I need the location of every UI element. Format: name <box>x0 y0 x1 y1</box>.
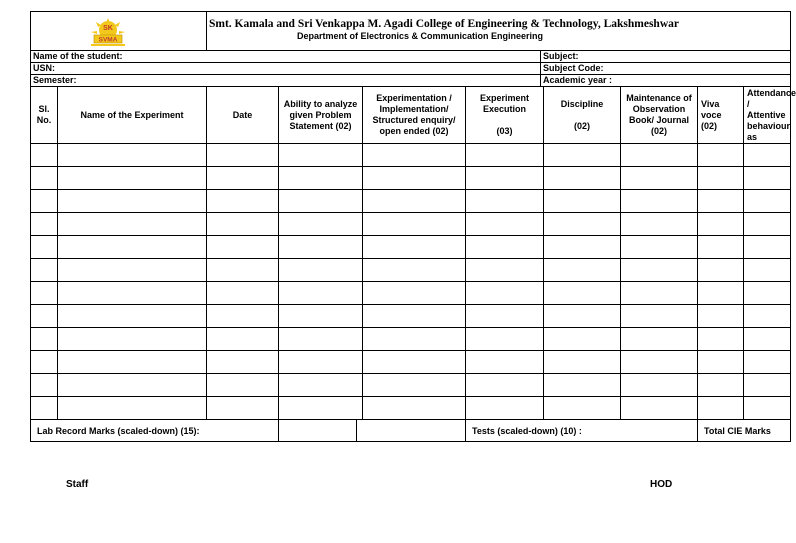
cell-observation[interactable] <box>621 305 698 328</box>
cell-attendance[interactable] <box>744 351 791 374</box>
table-row <box>31 259 791 282</box>
cell-discipline[interactable] <box>544 190 621 213</box>
cell-experiment-name[interactable] <box>58 167 207 190</box>
cell-date[interactable] <box>207 259 279 282</box>
academic-year-label: Academic year : <box>541 75 791 87</box>
cell-attendance[interactable] <box>744 282 791 305</box>
logo-text-top: SK <box>103 25 113 32</box>
cell-execution[interactable] <box>466 397 544 420</box>
table-row <box>31 397 791 420</box>
college-name: Smt. Kamala and Sri Venkappa M. Agadi College of Engineering & Technology, Lakshmeshwar <box>209 18 679 30</box>
cell-observation[interactable] <box>621 213 698 236</box>
cell-experimentation[interactable] <box>363 374 466 397</box>
cell-discipline[interactable] <box>544 397 621 420</box>
tests-label: Tests (scaled-down) (10) : <box>466 420 698 442</box>
cell-observation[interactable] <box>621 167 698 190</box>
cell-experiment-name[interactable] <box>58 190 207 213</box>
cell-execution[interactable] <box>466 167 544 190</box>
cell-viva[interactable] <box>698 167 744 190</box>
cell-viva[interactable] <box>698 351 744 374</box>
cell-experimentation[interactable] <box>363 213 466 236</box>
staff-signature-label: Staff <box>66 479 89 490</box>
cell-experiment-name[interactable] <box>58 259 207 282</box>
lab-assessment-table <box>30 11 796 442</box>
col-attendance: Attendance / Attentive behaviour as <box>744 87 791 144</box>
cell-observation[interactable] <box>621 397 698 420</box>
col-discipline: Discipline (02) <box>544 87 621 144</box>
cell-discipline[interactable] <box>544 236 621 259</box>
cell-sl-no[interactable] <box>31 167 58 190</box>
cell-experimentation[interactable] <box>363 328 466 351</box>
cell-execution[interactable] <box>466 305 544 328</box>
cell-observation[interactable] <box>621 351 698 374</box>
cell-experiment-name[interactable] <box>58 328 207 351</box>
cell-sl-no[interactable] <box>31 190 58 213</box>
cell-date[interactable] <box>207 374 279 397</box>
cell-date[interactable] <box>207 328 279 351</box>
col-sl-no: Sl. No. <box>31 87 58 144</box>
table-row <box>31 236 791 259</box>
cell-attendance[interactable] <box>744 144 791 167</box>
col-execution: Experiment Execution (03) <box>466 87 544 144</box>
cell-viva[interactable] <box>698 282 744 305</box>
cell-discipline[interactable] <box>544 144 621 167</box>
col-date: Date <box>207 87 279 144</box>
cell-observation[interactable] <box>621 282 698 305</box>
cell-sl-no[interactable] <box>31 328 58 351</box>
cell-execution[interactable] <box>466 213 544 236</box>
cell-experiment-name[interactable] <box>58 305 207 328</box>
cell-date[interactable] <box>207 305 279 328</box>
cell-experimentation[interactable] <box>363 167 466 190</box>
cell-sl-no[interactable] <box>31 374 58 397</box>
cell-experiment-name[interactable] <box>58 282 207 305</box>
cell-attendance[interactable] <box>744 236 791 259</box>
cell-experimentation[interactable] <box>363 144 466 167</box>
cell-experimentation[interactable] <box>363 236 466 259</box>
semester-label: Semester: <box>31 75 541 87</box>
usn-label: USN: <box>31 63 541 75</box>
cell-discipline[interactable] <box>544 328 621 351</box>
cell-date[interactable] <box>207 213 279 236</box>
hod-signature-label: HOD <box>650 479 673 490</box>
column-header-row <box>31 87 791 144</box>
cell-attendance[interactable] <box>744 167 791 190</box>
cell-execution[interactable] <box>466 282 544 305</box>
cell-ability[interactable] <box>279 397 363 420</box>
cell-sl-no[interactable] <box>31 259 58 282</box>
cell-ability[interactable] <box>279 305 363 328</box>
table-row <box>31 305 791 328</box>
cell-ability[interactable] <box>279 167 363 190</box>
col-viva-voce: Viva voce (02) <box>698 87 744 144</box>
table-row <box>31 190 791 213</box>
cell-ability[interactable] <box>279 328 363 351</box>
cell-experiment-name[interactable] <box>58 236 207 259</box>
cell-observation[interactable] <box>621 236 698 259</box>
cell-attendance[interactable] <box>744 213 791 236</box>
cell-attendance[interactable] <box>744 397 791 420</box>
lab-record-label: Lab Record Marks (scaled-down) (15): <box>31 420 279 442</box>
cell-viva[interactable] <box>698 328 744 351</box>
logo-text-bottom: SVMA <box>98 36 118 44</box>
cell-discipline[interactable] <box>544 351 621 374</box>
cell-viva[interactable] <box>698 397 744 420</box>
info-row-3 <box>31 75 791 87</box>
table-row <box>31 282 791 305</box>
cell-ability[interactable] <box>279 190 363 213</box>
cell-experiment-name[interactable] <box>58 397 207 420</box>
cell-observation[interactable] <box>621 190 698 213</box>
cell-viva[interactable] <box>698 236 744 259</box>
cell-ability[interactable] <box>279 144 363 167</box>
experiment-rows <box>31 144 791 420</box>
cell-execution[interactable] <box>466 144 544 167</box>
college-logo-icon <box>87 18 129 48</box>
cell-execution[interactable] <box>466 190 544 213</box>
cell-attendance[interactable] <box>744 259 791 282</box>
info-row-1 <box>31 51 791 63</box>
cell-date[interactable] <box>207 282 279 305</box>
header-row <box>31 12 791 51</box>
cell-sl-no[interactable] <box>31 213 58 236</box>
col-ability-analyze: Ability to analyze given Problem Statement (02) <box>279 87 363 144</box>
cell-viva[interactable] <box>698 374 744 397</box>
cell-date[interactable] <box>207 351 279 374</box>
cell-date[interactable] <box>207 236 279 259</box>
table-row <box>31 351 791 374</box>
cell-sl-no[interactable] <box>31 351 58 374</box>
footer-blank-cell[interactable] <box>357 420 466 442</box>
cell-ability[interactable] <box>279 259 363 282</box>
cell-viva[interactable] <box>698 144 744 167</box>
cell-ability[interactable] <box>279 374 363 397</box>
cell-experimentation[interactable] <box>363 282 466 305</box>
cell-execution[interactable] <box>466 374 544 397</box>
cell-experimentation[interactable] <box>363 259 466 282</box>
subject-label: Subject: <box>541 51 791 63</box>
cell-experiment-name[interactable] <box>58 213 207 236</box>
college-header <box>207 12 791 51</box>
lab-record-value[interactable] <box>279 420 357 442</box>
cell-attendance[interactable] <box>744 328 791 351</box>
cell-observation[interactable] <box>621 374 698 397</box>
info-row-2 <box>31 63 791 75</box>
cell-date[interactable] <box>207 190 279 213</box>
department-name: Department of Electronics & Communication Engineering <box>297 31 544 41</box>
cell-experiment-name[interactable] <box>58 144 207 167</box>
cell-observation[interactable] <box>621 328 698 351</box>
cell-discipline[interactable] <box>544 282 621 305</box>
col-experimentation: Experimentation / Implementation/ Structured enquiry/ open ended (02) <box>363 87 466 144</box>
cell-sl-no[interactable] <box>31 282 58 305</box>
cell-sl-no[interactable] <box>31 144 58 167</box>
cell-sl-no[interactable] <box>31 305 58 328</box>
logo-cell <box>31 12 207 51</box>
col-observation-book: Maintenance of Observation Book/ Journal (02) <box>621 87 698 144</box>
cell-ability[interactable] <box>279 213 363 236</box>
cell-date[interactable] <box>207 144 279 167</box>
cell-experimentation[interactable] <box>363 190 466 213</box>
cell-execution[interactable] <box>466 236 544 259</box>
cell-attendance[interactable] <box>744 305 791 328</box>
cell-experiment-name[interactable] <box>58 351 207 374</box>
table-row <box>31 328 791 351</box>
cell-execution[interactable] <box>466 259 544 282</box>
cell-execution[interactable] <box>466 328 544 351</box>
cell-discipline[interactable] <box>544 374 621 397</box>
cell-attendance[interactable] <box>744 374 791 397</box>
table-row <box>31 213 791 236</box>
cell-viva[interactable] <box>698 190 744 213</box>
cell-ability[interactable] <box>279 282 363 305</box>
cell-viva[interactable] <box>698 259 744 282</box>
cell-ability[interactable] <box>279 236 363 259</box>
table-row <box>31 374 791 397</box>
table-row <box>31 167 791 190</box>
cell-discipline[interactable] <box>544 167 621 190</box>
cell-experimentation[interactable] <box>363 351 466 374</box>
cell-sl-no[interactable] <box>31 397 58 420</box>
cell-sl-no[interactable] <box>31 236 58 259</box>
cell-discipline[interactable] <box>544 213 621 236</box>
cell-date[interactable] <box>207 397 279 420</box>
cell-experimentation[interactable] <box>363 305 466 328</box>
cell-attendance[interactable] <box>744 190 791 213</box>
table-row <box>31 144 791 167</box>
col-experiment-name: Name of the Experiment <box>58 87 207 144</box>
subject-code-label: Subject Code: <box>541 63 791 75</box>
cell-viva[interactable] <box>698 213 744 236</box>
cell-execution[interactable] <box>466 351 544 374</box>
cell-experimentation[interactable] <box>363 397 466 420</box>
cell-ability[interactable] <box>279 351 363 374</box>
student-name-label: Name of the student: <box>31 51 541 63</box>
cell-discipline[interactable] <box>544 305 621 328</box>
cell-observation[interactable] <box>621 144 698 167</box>
cell-experiment-name[interactable] <box>58 374 207 397</box>
cell-viva[interactable] <box>698 305 744 328</box>
cell-observation[interactable] <box>621 259 698 282</box>
total-cie-label: Total CIE Marks <box>698 420 791 442</box>
cell-discipline[interactable] <box>544 259 621 282</box>
footer-row <box>31 420 791 442</box>
cell-date[interactable] <box>207 167 279 190</box>
